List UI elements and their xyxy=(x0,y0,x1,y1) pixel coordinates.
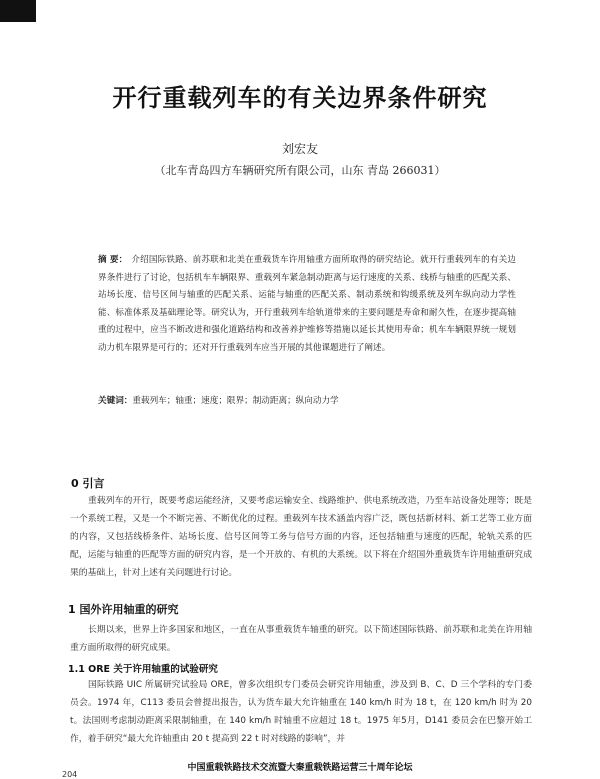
page-number: 204 xyxy=(62,770,78,779)
abstract xyxy=(98,252,516,357)
paragraph-intro: 重载列车的开行，既要考虑运能经济，又要考虑运输安全、线路维护、供电系统改造，乃至车站设备处理等；既是一个系统工程，又是一个不断完善、不断优化的过程。重载列车技术涵盖内容广泛，既包括新材料、新工艺等工业方面的内容，又包括线桥条件、站场长度、信号区间等工务与信号方面的内容，还包括轴重与速度的匹配，轮轨关系的匹配，运能与轴重的匹配等方面的研究内容，是一个开放的、有机的大系统。以下将在介绍国外重载货车许用轴重研究成果的基础上，针对上述有关问题进行讨论。 xyxy=(70,496,532,578)
keywords xyxy=(98,393,516,409)
author-affiliation: （北车青岛四方车辆研究所有限公司，山东 青岛 266031） xyxy=(154,164,446,177)
section-heading-1: 1 国外许用轴重的研究 xyxy=(68,603,179,616)
page-footer: 中国重载铁路技术交流暨大秦重载铁路运营三十周年论坛 xyxy=(187,763,413,773)
abstract-text: 介绍国际铁路、前苏联和北美在重载货车许用轴重方面所取得的研究结论。就开行重载列车的有关边界条件进行了讨论，包括机车车辆限界、重载列车紧急制动距离与运行速度的关系、线桥与轴重的匹配关系、站场长度、信号区间与轴重的匹配关系、运能与轴重的匹配关系、制动系统和钩缓系统及列车纵向动力学性能、标准体系及基础理论等。研究认为，开行重载列车给轨道带来的主要问题是寿命和耐久性，在逐步提高轴重的过程中，应当不断改进和强化道路结构和改善养护维修等措施以延长其使用寿命；机车车辆限界统一规划动力机车限界是可行的；还对开行重载列车应当开展的其他课题进行了阐述。 xyxy=(98,255,516,353)
subsection-heading-1-1: 1.1 ORE 关于许用轴重的试验研究 xyxy=(68,664,218,675)
scan-edge-mark xyxy=(0,0,36,22)
paragraph-section-1: 长期以来，世界上许多国家和地区，一直在从事重载货车轴重的研究。以下简述国际铁路、前苏联和北美在许用轴重方面所取得的研究成果。 xyxy=(70,625,532,653)
keywords-label: 关键词： xyxy=(98,396,133,406)
keywords-text: 重载列车；轴重；速度；限界；制动距离；纵向动力学 xyxy=(132,396,339,406)
paragraph-section-1-1: 国际铁路 UIC 所属研究试验局 ORE，曾多次组织专门委员会研究许用轴重，涉及到 B、C、D 三个学科的专门委员会。1974 年，C113 委员会曾提出报告，认为货车最大允许轴重在 140 km/h 时为 18 t，在 120 km/h 时为 20 t。法国则考虑制动距离采限制轴重，在 140 km/h 时轴重不应超过 18 t。1975 年5月，D141 委员会在巴黎开始工作，着手研究“最大允许轴重由 20 t 提高到 22 t 时对线路的影响”，并 xyxy=(70,680,532,744)
abstract-label: 摘 要： xyxy=(98,255,128,265)
paper-title: 开行重载列车的有关边界条件研究 xyxy=(112,84,488,112)
section-heading-intro: 0 引言 xyxy=(71,477,105,490)
author-name: 刘宏友 xyxy=(281,142,318,156)
